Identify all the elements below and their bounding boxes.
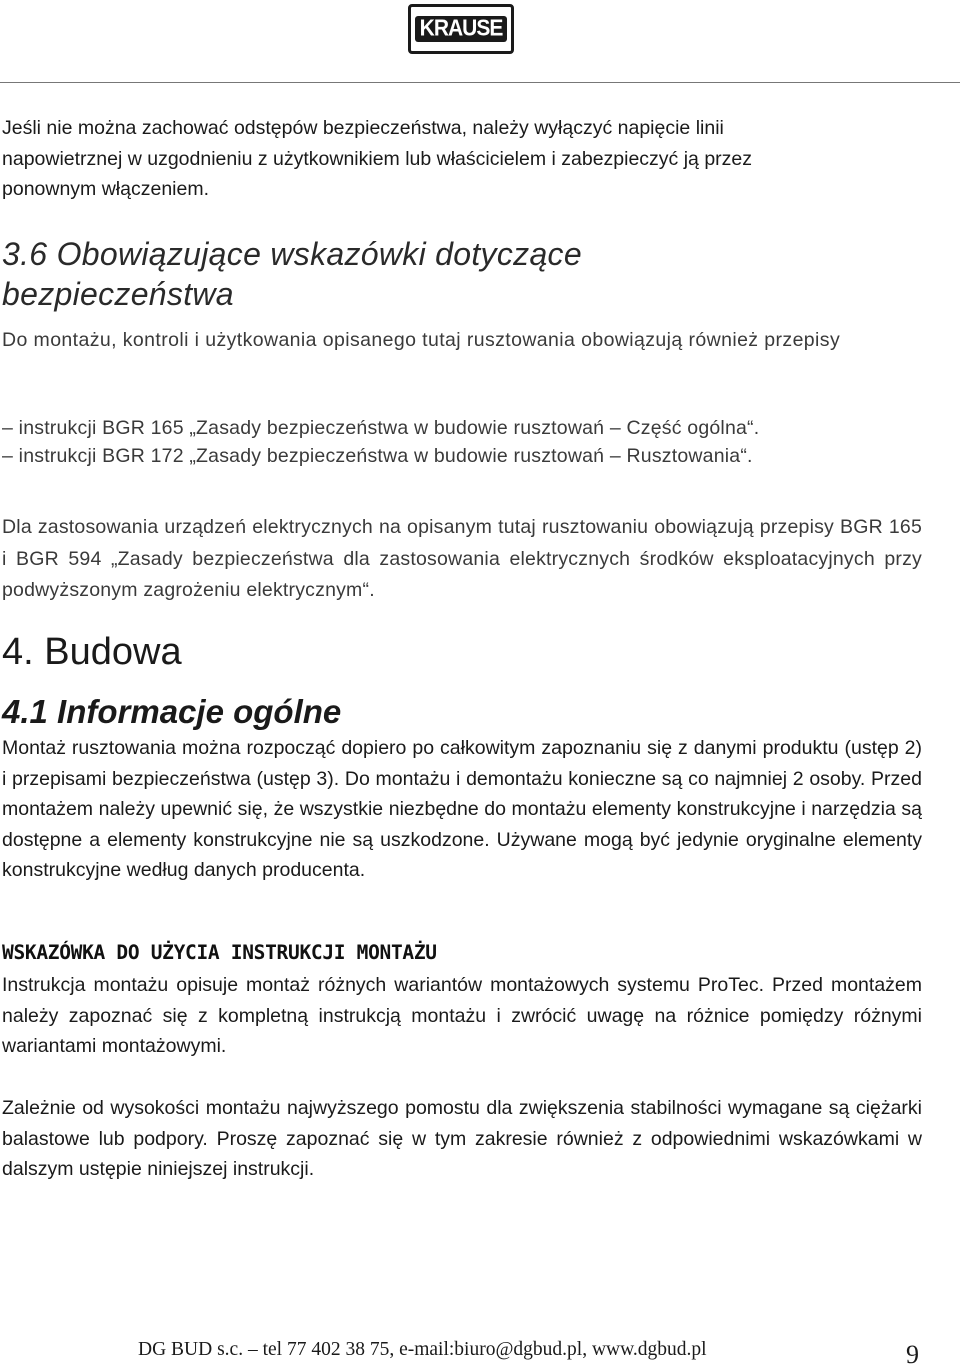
regulations-list bbox=[2, 414, 759, 470]
notice-heading: WSKAZÓWKA DO UŻYCIA INSTRUKCJI MONTAŻU bbox=[2, 941, 437, 964]
logo-badge bbox=[415, 16, 507, 42]
notice-paragraph-1: Instrukcja montażu opisuje montaż różnych wariantów montażowych systemu ProTec. Przed montażem należy zapoznać się z kompletną instrukcją montażu i zwrócić uwagę na różnice pomiędzy różnymi wariantami montażowymi. bbox=[2, 974, 922, 1057]
section-4-1-heading: 4.1 Informacje ogólne bbox=[2, 693, 342, 730]
intro-line: ponownym włączeniem. bbox=[2, 178, 210, 200]
header-divider bbox=[0, 82, 960, 83]
intro-paragraph bbox=[2, 113, 752, 205]
krause-logo bbox=[408, 4, 514, 54]
section-heading-line: 3.6 Obowiązujące wskazówki dotyczące bbox=[2, 236, 582, 272]
section-4-heading: 4. Budowa bbox=[2, 631, 182, 673]
footer-contact: DG BUD s.c. – tel 77 402 38 75, e-mail:biuro@dgbud.pl, www.dgbud.pl bbox=[138, 1339, 707, 1360]
section-3-6-heading bbox=[2, 234, 582, 314]
page-number: 9 bbox=[906, 1340, 919, 1369]
logo-text: KRAUSE bbox=[419, 15, 503, 42]
regulation-item: – instrukcji BGR 172 „Zasady bezpieczeństwa w budowie rusztowań – Rusztowania“. bbox=[2, 445, 753, 467]
electrical-paragraph: Dla zastosowania urządzeń elektrycznych na opisanym tutaj rusztowaniu obowiązują przepisy BGR 165 i BGR 594 „Zasady bezpieczeństwa dla zastosowania elektrycznych środków eksploatacyjnych przy podwyższonym zagrożeniu elektrycznym“. bbox=[2, 516, 922, 601]
section-heading-line: bezpieczeństwa bbox=[2, 276, 234, 312]
regulation-item: – instrukcji BGR 165 „Zasady bezpieczeństwa w budowie rusztowań – Część ogólna“. bbox=[2, 417, 760, 439]
section-4-1-body: Montaż rusztowania można rozpocząć dopiero po całkowitym zapoznaniu się z danymi produktu (ustęp 2) i przepisami bezpieczeństwa (ustęp 3). Do montażu i demontażu konieczne są co najmniej 2 osoby. Przed montażem należy upewnić się, że wszystkie niezbędne do montażu elementy konstrukcyjne i narzędzia są dostępne a elementy konstrukcyjne nie są uszkodzone. Używane mogą być jedynie oryginalne elementy konstrukcyjne według danych producenta. bbox=[2, 737, 922, 881]
intro-line: napowietrznej w uzgodnieniu z użytkownikiem lub właścicielem i zabezpieczyć ją przez bbox=[2, 147, 753, 170]
section-3-6-intro: Do montażu, kontroli i użytkowania opisanego tutaj rusztowania obowiązują również przepisy bbox=[2, 329, 841, 351]
intro-line: Jeśli nie można zachować odstępów bezpieczeństwa, należy wyłączyć napięcie linii bbox=[2, 117, 724, 139]
notice-paragraph-2: Zależnie od wysokości montażu najwyższego pomostu dla zwiększenia stabilności wymagane są ciężarki balastowe lub podpory. Proszę zapoznać się w tym zakresie również z odpowiednimi wskazówkami w dalszym ustępie niniejszej instrukcji. bbox=[2, 1097, 922, 1180]
